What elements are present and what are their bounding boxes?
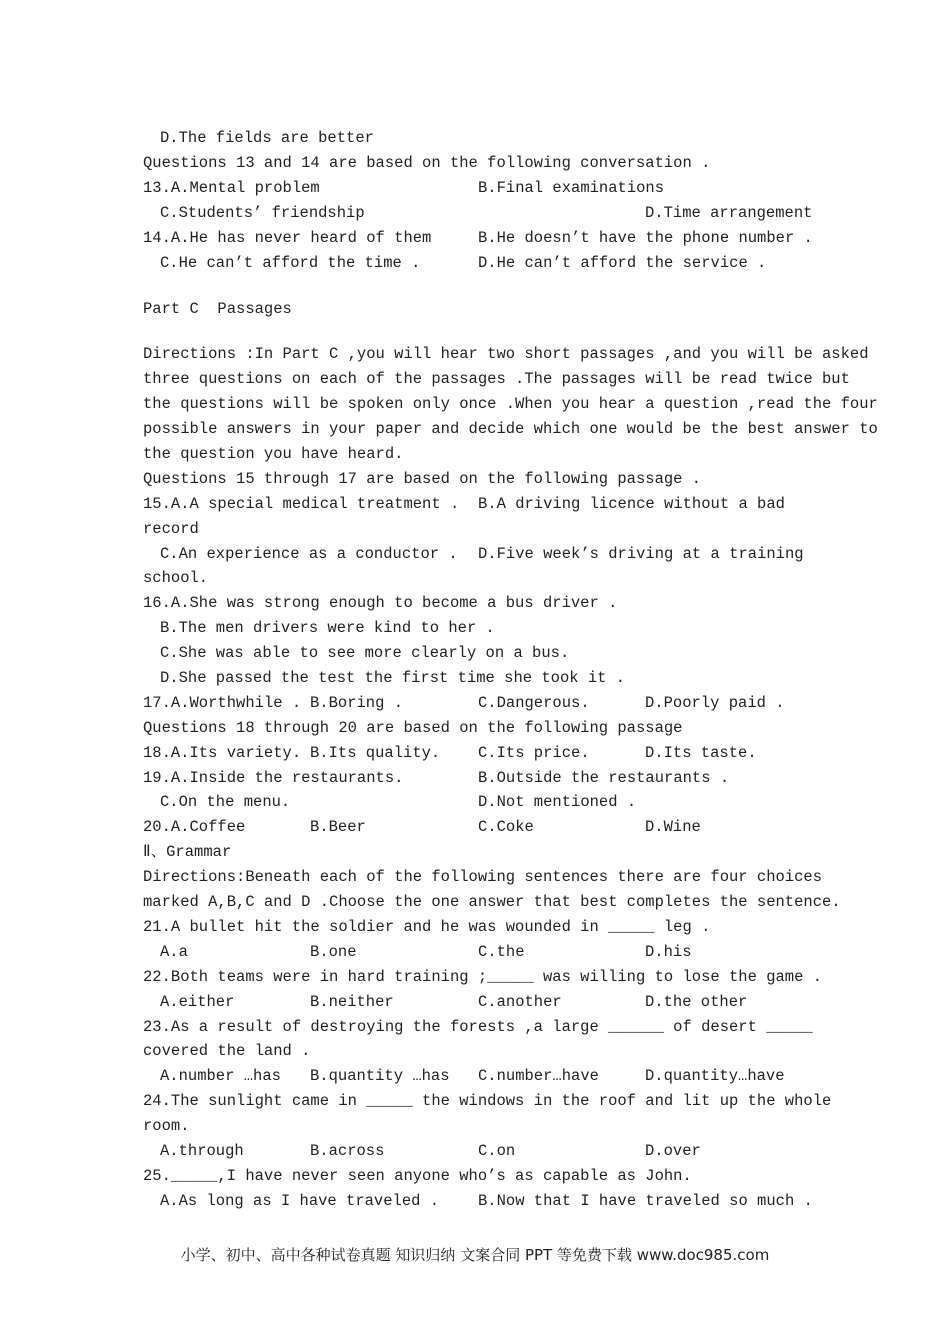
q16-option-a: 16.A.She was strong enough to become a bus driver . bbox=[143, 594, 618, 612]
q15-option-a: 15.A.A special medical treatment . bbox=[143, 495, 460, 513]
directions-line: possible answers in your paper and decide which one would be the best answer to bbox=[143, 420, 878, 438]
q24-option-d: D.over bbox=[645, 1142, 701, 1160]
q13-option-a: 13.A.Mental problem bbox=[143, 179, 320, 197]
q24-option-a: A.through bbox=[160, 1142, 244, 1160]
q20-option-c: C.Coke bbox=[478, 818, 534, 836]
q15-option-c: C.An experience as a conductor . bbox=[160, 545, 458, 563]
grammar-directions: marked A,B,C and D .Choose the one answer that best completes the sentence. bbox=[143, 893, 841, 911]
q24-stem-cont: room. bbox=[143, 1117, 190, 1135]
q25-option-a: A.As long as I have traveled . bbox=[160, 1192, 440, 1210]
q20-option-a: 20.A.Coffee bbox=[143, 818, 246, 836]
q23-option-b: B.quantity …has bbox=[310, 1067, 450, 1085]
directions-line: Directions :In Part C ,you will hear two short passages ,and you will be asked bbox=[143, 345, 869, 363]
q18-option-a: 18.A.Its variety. bbox=[143, 744, 302, 762]
q19-option-c: C.On the menu. bbox=[160, 793, 291, 811]
q19-option-b: B.Outside the restaurants . bbox=[478, 769, 730, 787]
q18-option-d: D.Its taste. bbox=[645, 744, 757, 762]
q12-option-d: D.The fields are better bbox=[160, 129, 374, 147]
q16-option-d: D.She passed the test the first time she took it . bbox=[160, 669, 626, 687]
q24-option-c: C.on bbox=[478, 1142, 516, 1160]
q18-option-c: C.Its price. bbox=[478, 744, 590, 762]
q14-option-a: 14.A.He has never heard of them bbox=[143, 229, 432, 247]
q13-option-c: C.Students’ friendship bbox=[160, 204, 365, 222]
q19-option-d: D.Not mentioned . bbox=[478, 793, 637, 811]
q24-option-b: B.across bbox=[310, 1142, 385, 1160]
q17-option-a: 17.A.Worthwhile . bbox=[143, 694, 302, 712]
q23-stem-cont: covered the land . bbox=[143, 1042, 311, 1060]
part-c-heading: Part C Passages bbox=[143, 300, 292, 318]
directions-line: the questions will be spoken only once .When you hear a question ,read the four bbox=[143, 395, 878, 413]
q16-option-c: C.She was able to see more clearly on a bus. bbox=[160, 644, 570, 662]
q14-option-d: D.He can’t afford the service . bbox=[478, 254, 767, 272]
q20-option-d: D.Wine bbox=[645, 818, 701, 836]
q21-option-d: D.his bbox=[645, 943, 692, 961]
q14-option-c: C.He can’t afford the time . bbox=[160, 254, 421, 272]
q21-option-c: C.the bbox=[478, 943, 525, 961]
q17-option-d: D.Poorly paid . bbox=[645, 694, 785, 712]
q23-option-d: D.quantity…have bbox=[645, 1067, 785, 1085]
directions-line: three questions on each of the passages .The passages will be read twice but bbox=[143, 370, 850, 388]
q25-stem: 25._____,I have never seen anyone who’s as capable as John. bbox=[143, 1167, 692, 1185]
q24-stem: 24.The sunlight came in _____ the windows in the roof and lit up the whole bbox=[143, 1092, 832, 1110]
q13-option-d: D.Time arrangement bbox=[645, 204, 813, 222]
q13-14-intro: Questions 13 and 14 are based on the following conversation . bbox=[143, 154, 711, 172]
grammar-directions: Directions:Beneath each of the following sentences there are four choices bbox=[143, 868, 823, 886]
q18-option-b: B.Its quality. bbox=[310, 744, 441, 762]
q13-option-b: B.Final examinations bbox=[478, 179, 665, 197]
q18-20-intro: Questions 18 through 20 are based on the following passage bbox=[143, 719, 683, 737]
q21-option-a: A.a bbox=[160, 943, 188, 961]
q15-option-d: D.Five week’s driving at a training bbox=[478, 545, 804, 563]
q17-option-b: B.Boring . bbox=[310, 694, 404, 712]
q22-option-a: A.either bbox=[160, 993, 235, 1011]
q14-option-b: B.He doesn’t have the phone number . bbox=[478, 229, 813, 247]
grammar-heading: Ⅱ、Grammar bbox=[143, 843, 232, 861]
q22-stem: 22.Both teams were in hard training ;_____ was willing to lose the game . bbox=[143, 968, 823, 986]
q22-option-d: D.the other bbox=[645, 993, 748, 1011]
q16-option-b: B.The men drivers were kind to her . bbox=[160, 619, 495, 637]
q23-option-a: A.number …has bbox=[160, 1067, 281, 1085]
q20-option-b: B.Beer bbox=[310, 818, 366, 836]
q22-option-b: B.neither bbox=[310, 993, 394, 1011]
q17-option-c: C.Dangerous. bbox=[478, 694, 590, 712]
q21-option-b: B.one bbox=[310, 943, 357, 961]
q19-option-a: 19.A.Inside the restaurants. bbox=[143, 769, 404, 787]
q23-option-c: C.number…have bbox=[478, 1067, 599, 1085]
q23-stem: 23.As a result of destroying the forests ,a large ______ of desert _____ bbox=[143, 1018, 813, 1036]
q15-17-intro: Questions 15 through 17 are based on the following passage . bbox=[143, 470, 702, 488]
page-footer: 小学、初中、高中各种试卷真题 知识归纳 文案合同 PPT 等免费下载 www.doc985.com bbox=[180, 1246, 770, 1264]
q15-option-b-cont: record bbox=[143, 520, 199, 538]
q22-option-c: C.another bbox=[478, 993, 562, 1011]
q15-option-b: B.A driving licence without a bad bbox=[478, 495, 785, 513]
directions-line: the question you have heard. bbox=[143, 445, 404, 463]
q15-option-d-cont: school. bbox=[143, 569, 209, 587]
q21-stem: 21.A bullet hit the soldier and he was wounded in _____ leg . bbox=[143, 918, 711, 936]
q25-option-b: B.Now that I have traveled so much . bbox=[478, 1192, 813, 1210]
